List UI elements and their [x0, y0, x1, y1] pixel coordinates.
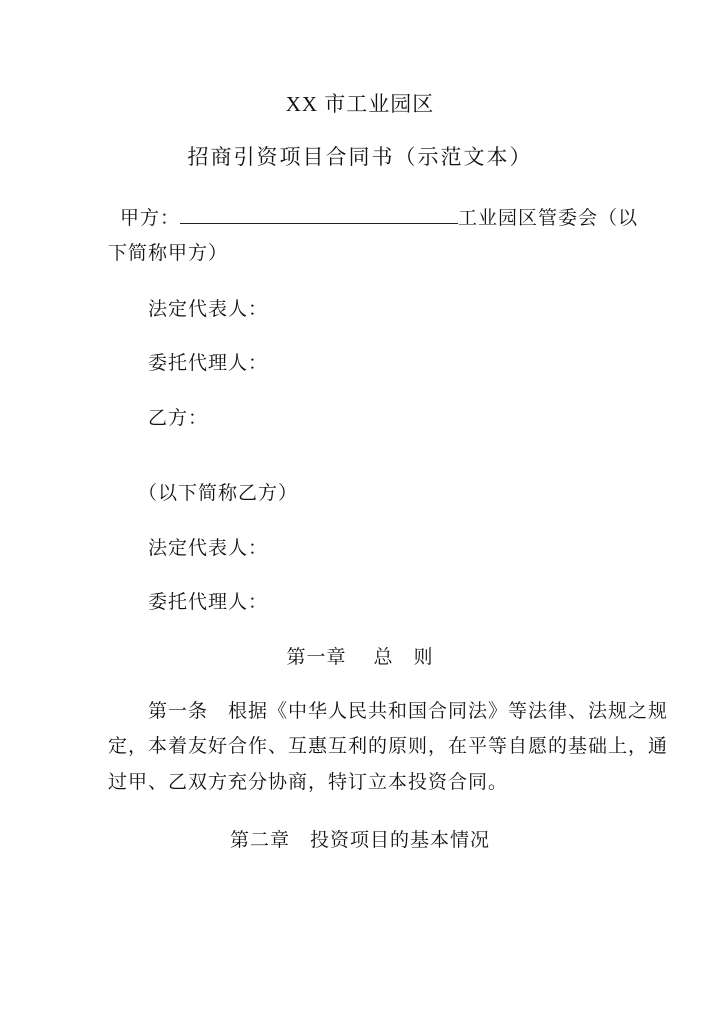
article1-line3: 过甲、乙双方充分协商，特订立本投资合同。	[108, 771, 509, 793]
party-b-label: 乙方：	[148, 407, 209, 429]
party-b-legal-rep: 法定代表人：	[148, 537, 269, 559]
chapter2-heading: 第二章 投资项目的基本情况	[229, 829, 490, 851]
document-title-line1: XX 市工业园区	[285, 92, 435, 116]
document-title-line2: 招商引资项目合同书（示范文本）	[187, 145, 533, 169]
article1-line2: 定，本着友好合作、互惠互利的原则，在平等自愿的基础上，通	[108, 735, 669, 757]
party-a-continuation: 下简称甲方）	[108, 242, 229, 264]
party-a-blank-field[interactable]	[180, 205, 458, 224]
party-a-legal-rep: 法定代表人：	[148, 298, 269, 320]
article1-line1: 第一条 根据《中华人民共和国合同法》等法律、法规之规	[148, 700, 669, 722]
party-b-agent: 委托代理人：	[148, 591, 269, 613]
party-a-suffix: 工业园区管委会（以	[458, 207, 639, 229]
party-a-label: 甲方：	[120, 207, 181, 229]
party-a-line	[120, 205, 638, 230]
party-a-agent: 委托代理人：	[148, 352, 269, 374]
party-b-short-name: （以下简称乙方）	[138, 482, 299, 504]
chapter1-heading: 第一章 总 则	[286, 646, 434, 668]
